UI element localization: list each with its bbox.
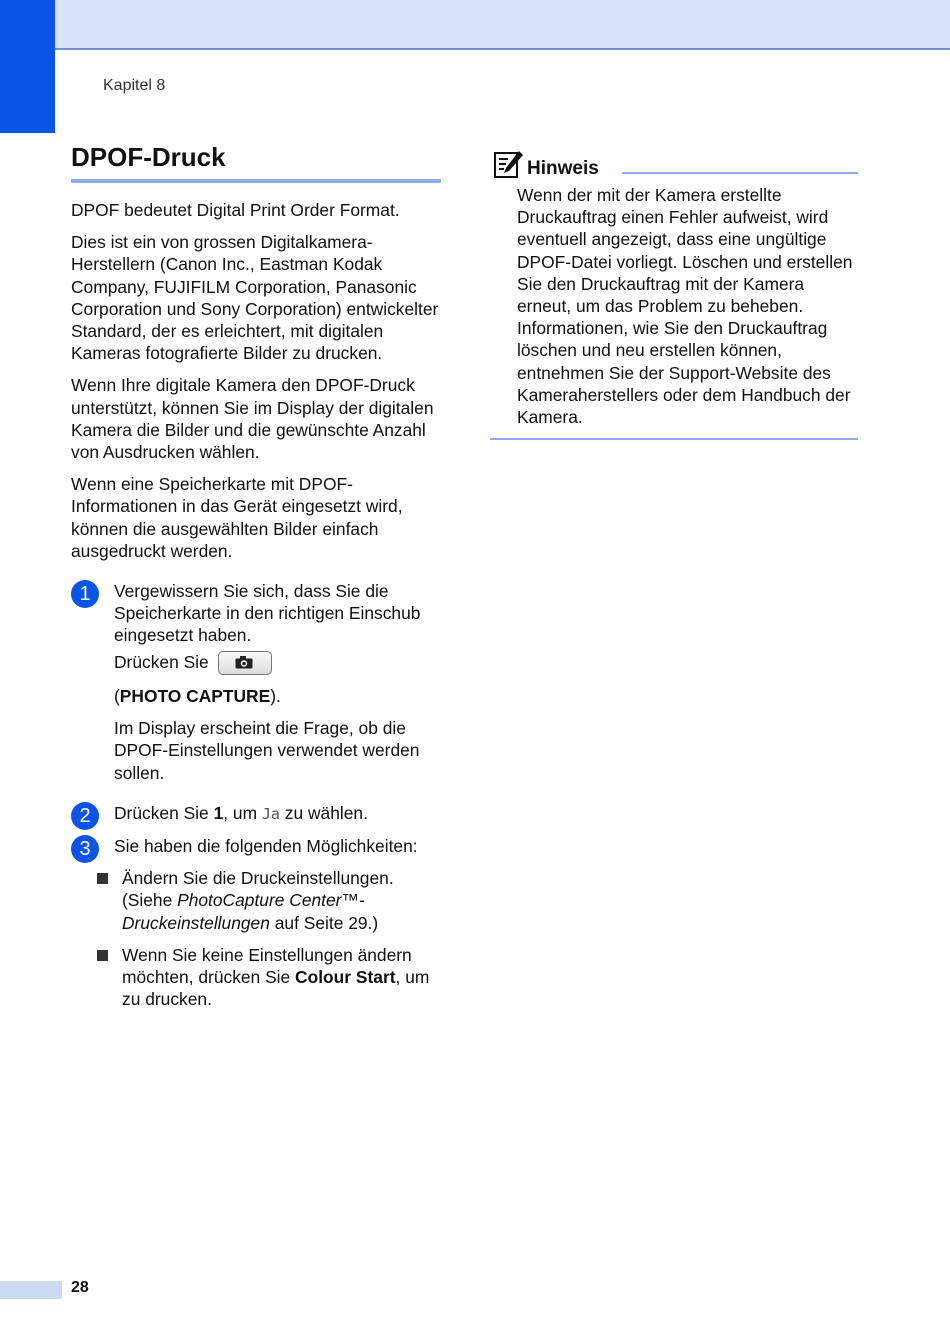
open-paren: ( xyxy=(114,686,120,707)
key-label: Colour Start xyxy=(295,967,396,988)
page-number-band xyxy=(0,1281,62,1299)
option-item xyxy=(97,867,441,934)
step-text: Vergewissern Sie sich, dass Sie die Speicherkarte in den richtigen Einschub eingesetzt haben. xyxy=(114,581,421,646)
main-column xyxy=(71,142,441,1021)
step-number-badge: 3 xyxy=(71,835,99,863)
note-text: Wenn der mit der Kamera erstellte Druckauftrag einen Fehler aufweist, wird eventuell angezeigt, dass eine ungültige DPOF-Datei vorliegt. Löschen und erstellen Sie den Druckauftrag mit der Kamera erneut, um das Problem zu beheben. Informationen, wie Sie den Druckauftrag löschen und neu erstellen können, entnehmen Sie der Support-Website des Kameraherstellers oder dem Handbuch der Kamera. xyxy=(517,185,853,428)
page-number: 28 xyxy=(71,1279,89,1296)
step-number-badge: 1 xyxy=(71,580,99,608)
chapter-tab-marker xyxy=(0,0,55,133)
section-title: DPOF-Druck xyxy=(71,142,441,183)
paragraph: DPOF bedeutet Digital Print Order Format. xyxy=(71,200,400,220)
press-label: Drücken Sie xyxy=(114,651,209,672)
note-pencil-icon xyxy=(494,150,524,178)
reference-link-text: PhotoCapture Center™-Druckeinstellungen xyxy=(122,890,365,933)
note-box xyxy=(490,150,858,440)
text-run: , um zu drucken. xyxy=(122,967,430,1010)
button-name: PHOTO CAPTURE xyxy=(119,686,271,707)
note-rule xyxy=(622,172,858,174)
text-run: Wenn Sie keine Einstellungen ändern möchten, drücken Sie xyxy=(122,944,412,988)
step-text xyxy=(114,802,441,825)
text-run: Ändern Sie die Druckeinstellungen. (Siehe xyxy=(122,868,394,911)
step-2 xyxy=(71,802,441,825)
step-info: Im Display erscheint die Frage, ob die DPOF-Einstellungen verwendet werden sollen. xyxy=(114,718,420,783)
step-number-badge: 2 xyxy=(71,802,99,830)
note-title: Hinweis xyxy=(527,158,599,179)
button-name-line xyxy=(114,685,441,707)
camera-icon xyxy=(235,656,253,669)
text-run: , um xyxy=(223,802,262,823)
bullet-square-icon xyxy=(97,873,108,884)
paragraph: Dies ist ein von grossen Digitalkamera-Herstellern (Canon Inc., Eastman Kodak Company, FUJIFILM Corporation, Panasonic Corporation und Sony Corporation) entwickelter Standard, der es erleichtert, mit digitalen Kameras fotografierte Bilder zu drucken. xyxy=(71,232,439,364)
paragraph: Wenn eine Speicherkarte mit DPOF-Informationen in das Gerät eingesetzt wird, können die ausgewählten Bilder einfach ausgedruckt werden. xyxy=(71,474,403,561)
header-band xyxy=(0,0,950,50)
photo-capture-button[interactable] xyxy=(218,651,272,675)
close-paren: ). xyxy=(270,686,281,707)
chapter-label: Kapitel 8 xyxy=(103,77,166,94)
text-run: zu wählen. xyxy=(279,802,368,823)
option-item xyxy=(97,944,441,1011)
note-bottom-rule xyxy=(490,438,858,440)
step-3 xyxy=(71,835,441,1010)
lcd-option: Ja xyxy=(261,804,280,823)
press-instruction xyxy=(114,651,441,675)
text-run: auf Seite 29.) xyxy=(269,912,379,933)
bullet-square-icon xyxy=(97,950,108,961)
note-header xyxy=(490,150,858,184)
text-run: Drücken Sie xyxy=(114,802,214,823)
step-1 xyxy=(71,580,441,784)
step-text: Sie haben die folgenden Möglichkeiten: xyxy=(114,836,418,857)
paragraph: Wenn Ihre digitale Kamera den DPOF-Druck unterstützt, können Sie im Display der digitalen Kamera die Bilder und die gewünschte Anzahl von Ausdrucken wählen. xyxy=(71,375,434,463)
key-label: 1 xyxy=(213,802,224,823)
